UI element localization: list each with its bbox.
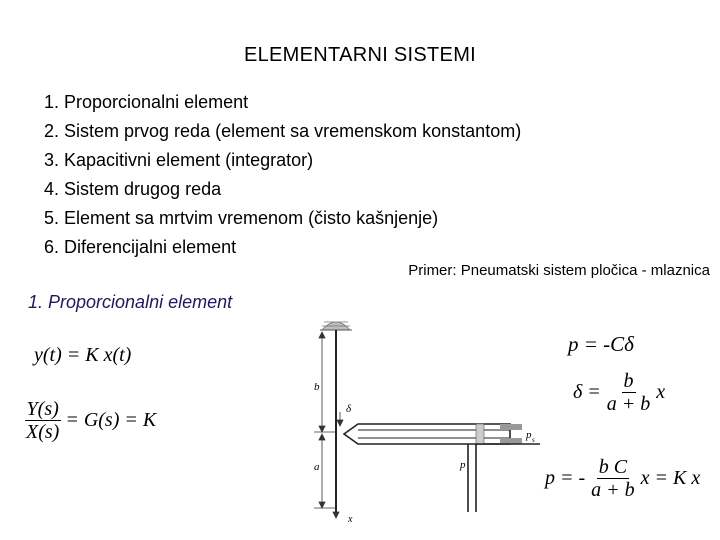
fraction-denominator: a + b	[606, 393, 651, 415]
list-item: 5. Element sa mrtvim vremenom (čisto kašnjenje)	[44, 208, 439, 228]
transfer-rhs: = G(s) = K	[65, 409, 157, 431]
equation-delta	[573, 370, 665, 415]
fraction-numerator: Y(s)	[26, 398, 59, 420]
delta-rhs: x	[656, 381, 666, 403]
equation-time-domain: y(t) = K x(t)	[34, 344, 132, 366]
equation-pressure: p = -Cδ	[568, 332, 634, 356]
gain-fraction	[589, 456, 637, 501]
page-title: ELEMENTARNI SISTEMI	[243, 44, 477, 66]
delta-marker	[337, 412, 343, 426]
label-x: x	[348, 514, 353, 525]
example-caption: Primer: Pneumatski sistem pločica - mlaznica	[408, 262, 710, 279]
flapper-nozzle-diagram	[300, 312, 560, 526]
dimension-lines	[314, 332, 336, 508]
nozzle	[344, 424, 522, 444]
transfer-fraction	[24, 398, 61, 443]
list-item: 2. Sistem prvog reda (element sa vremenskom konstantom)	[44, 121, 522, 141]
pivot-support	[320, 322, 352, 330]
equation-transfer-function	[24, 398, 156, 443]
fraction-numerator: b C	[598, 456, 628, 478]
pressure-tube	[468, 444, 540, 512]
fraction-denominator: X(s)	[26, 421, 60, 443]
label-ps-subscript: s	[532, 436, 535, 444]
x-displacement-arrow	[333, 508, 339, 518]
label-a: a	[314, 461, 320, 473]
list-item: 3. Kapacitivni element (integrator)	[44, 150, 314, 170]
fraction-denominator: a + b	[591, 479, 635, 501]
equation-pressure-gain	[545, 456, 700, 501]
gain-rhs: x = K x	[640, 467, 701, 489]
section-subtitle: 1. Proporcionalni element	[28, 292, 233, 312]
label-delta: δ	[346, 403, 352, 415]
label-b: b	[314, 381, 320, 393]
fraction-numerator: b	[623, 370, 634, 392]
delta-lhs: δ =	[573, 381, 601, 403]
list-item: 6. Diferencijalni element	[44, 237, 237, 257]
delta-fraction	[605, 370, 653, 415]
label-p: p	[460, 459, 466, 471]
list-item: 1. Proporcionalni element	[44, 92, 249, 112]
gain-lhs: p = -	[545, 467, 586, 489]
element-list	[44, 88, 521, 262]
list-item: 4. Sistem drugog reda	[44, 179, 222, 199]
label-ps: p	[526, 429, 532, 441]
